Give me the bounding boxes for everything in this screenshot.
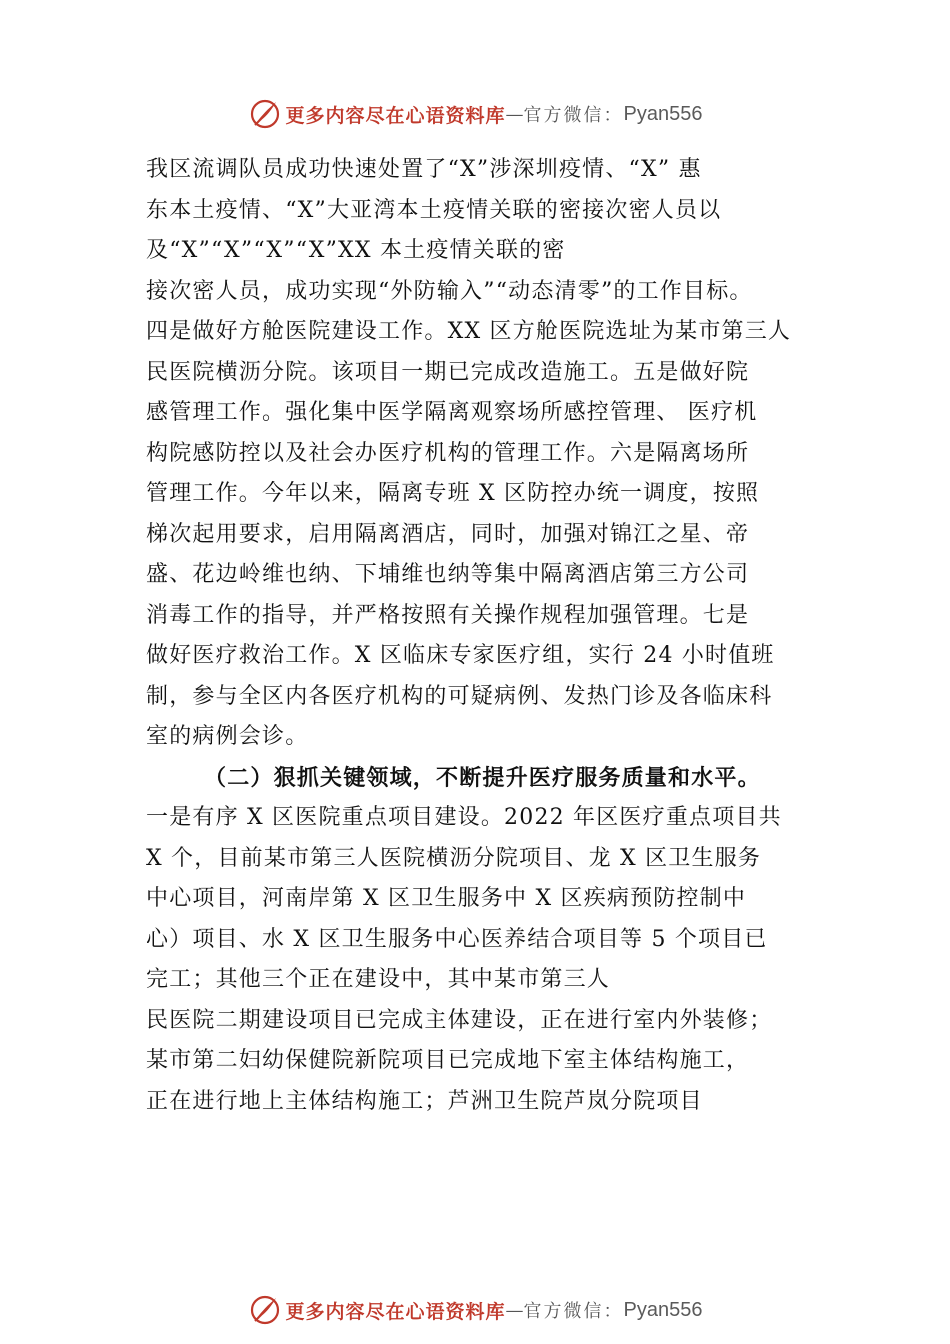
footer-separator: — <box>505 1299 524 1321</box>
body-line: 我区流调队员成功快速处置了“X”涉深圳疫情、“X” 惠 <box>146 157 702 182</box>
header-banner <box>0 94 950 134</box>
body-line: 正在进行地上主体结构施工；芦洲卫生院芦岚分院项目 <box>146 1088 703 1114</box>
document-body <box>146 150 826 1122</box>
header-wechat-label: 官方微信： <box>523 105 624 126</box>
body-line: 某市第二妇幼保健院新院项目已完成地下室主体结构施工， <box>146 1048 750 1073</box>
body-line: 室的病例会诊。 <box>146 724 309 749</box>
body-line: 制，参与全区内各医疗机构的可疑病例、发热门诊及各临床科 <box>146 683 773 709</box>
body-line: X 个，目前某市第三人医院横沥分院项目、龙 X 区卫生服务 <box>146 845 762 871</box>
body-line: 接次密人员，成功实现“外防输入”“动态清零”的工作目标。 <box>146 278 753 304</box>
body-line: 一是有序 X 区医院重点项目建设。2022 年区医疗重点项目共 <box>146 805 782 830</box>
body-line: 心）项目、水 X 区卫生服务中心医养结合项目等 5 个项目已 <box>146 926 768 952</box>
body-line: 四是做好方舱医院建设工作。XX 区方舱医院选址为某市第三人 <box>146 319 792 344</box>
body-line: 及“X”“X”“X”“X”XX 本土疫情关联的密 <box>146 238 566 263</box>
body-line: 民医院二期建设项目已完成主体建设，正在进行室内外装修； <box>146 1007 773 1033</box>
body-line: 盛、花边岭维也纳、下埔维也纳等集中隔离酒店第三方公司 <box>146 562 750 587</box>
body-line: 构院感防控以及社会办医疗机构的管理工作。六是隔离场所 <box>146 440 750 466</box>
body-line: 消毒工作的指导，并严格按照有关操作规程加强管理。七是 <box>146 602 750 628</box>
quill-logo-icon <box>248 97 282 131</box>
footer-wechat-id: Pyan556 <box>623 1298 703 1321</box>
header-wechat-id: Pyan556 <box>623 102 703 125</box>
section-heading: （二）狠抓关键领域，不断提升医疗服务质量和水平。 <box>204 764 761 791</box>
body-line: 东本土疫情、“X”大亚湾本土疫情关联的密接次密人员以 <box>146 197 722 223</box>
body-line: 做好医疗救治工作。X 区临床专家医疗组，实行 24 小时值班 <box>146 643 775 668</box>
body-line: 完工；其他三个正在建设中，其中某市第三人 <box>146 967 611 992</box>
body-line: 民医院横沥分院。该项目一期已完成改造施工。五是做好院 <box>146 359 750 385</box>
body-line: 中心项目，河南岸第 X 区卫生服务中 X 区疾病预防控制中 <box>146 886 747 911</box>
header-separator: — <box>505 103 524 125</box>
quill-logo-icon <box>248 1293 282 1327</box>
body-line: 管理工作。今年以来，隔离专班 X 区防控办统一调度，按照 <box>146 481 760 506</box>
body-line: 感管理工作。强化集中医学隔离观察场所感控管理、 医疗机 <box>146 400 758 425</box>
body-line: 梯次起用要求，启用隔离酒店，同时，加强对锦江之星、帝 <box>146 521 750 547</box>
footer-wechat-label: 官方微信： <box>523 1301 624 1322</box>
footer-banner <box>0 1290 950 1330</box>
header-brand-text: 更多内容尽在心语资料库 <box>285 104 506 127</box>
footer-brand-text: 更多内容尽在心语资料库 <box>285 1300 506 1323</box>
